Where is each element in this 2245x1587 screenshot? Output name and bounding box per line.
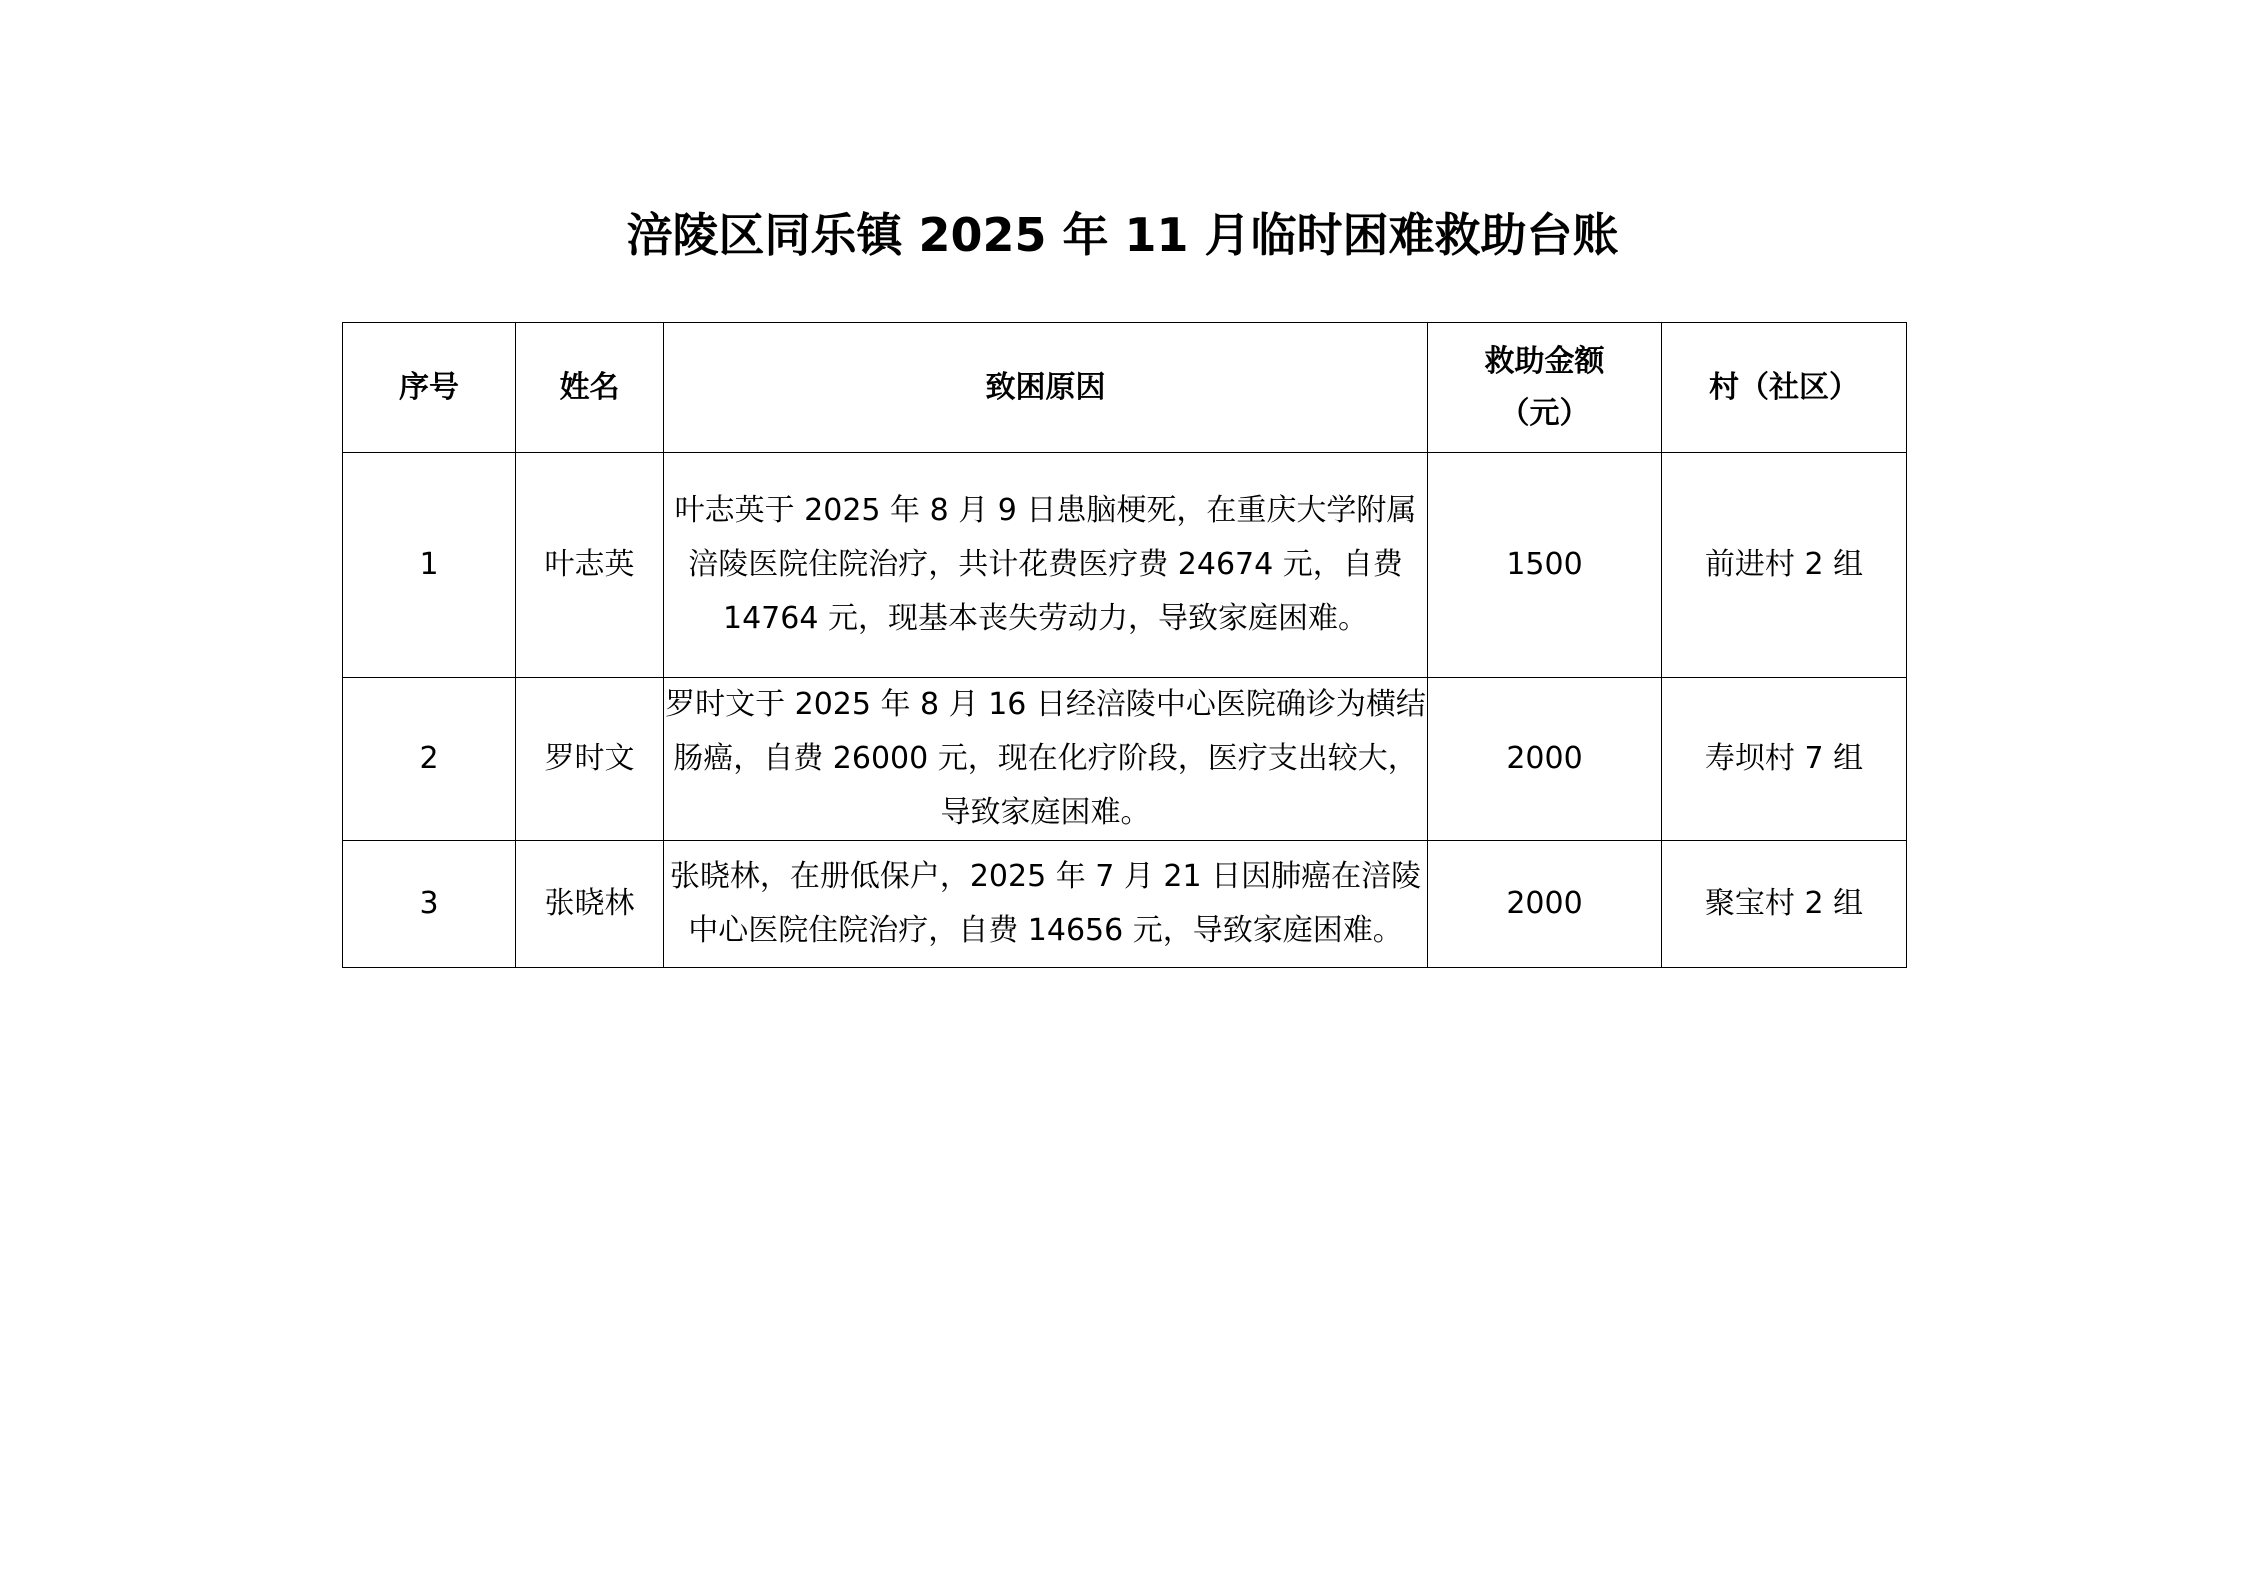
cell-name: 叶志英 [516, 453, 664, 678]
header-amount-unit: （元） [1499, 395, 1590, 431]
cell-village: 前进村 2 组 [1662, 453, 1907, 678]
page-title: 涪陵区同乐镇 2025 年 11 月临时困难救助台账 [626, 208, 1619, 262]
table-row [343, 678, 1907, 841]
cell-no: 2 [343, 678, 516, 841]
cell-amount: 2000 [1428, 841, 1662, 968]
cell-reason: 张晓林，在册低保户，2025 年 7 月 21 日因肺癌在涪陵中心医院住院治疗，自费 14656 元，导致家庭困难。 [664, 841, 1428, 968]
cell-amount: 2000 [1428, 678, 1662, 841]
cell-village: 寿坝村 7 组 [1662, 678, 1907, 841]
header-reason: 致困原因 [664, 323, 1428, 453]
cell-no: 1 [343, 453, 516, 678]
header-name: 姓名 [516, 323, 664, 453]
table-row [343, 453, 1907, 678]
cell-name: 罗时文 [516, 678, 664, 841]
table-header-row [343, 323, 1907, 453]
header-amount [1428, 323, 1662, 453]
cell-reason: 罗时文于 2025 年 8 月 16 日经涪陵中心医院确诊为横结肠癌，自费 26000 元，现在化疗阶段，医疗支出较大，导致家庭困难。 [664, 678, 1428, 841]
cell-reason: 叶志英于 2025 年 8 月 9 日患脑梗死，在重庆大学附属涪陵医院住院治疗，共计花费医疗费 24674 元，自费 14764 元，现基本丧失劳动力，导致家庭困难。 [664, 453, 1428, 678]
header-no: 序号 [343, 323, 516, 453]
table-row [343, 841, 1907, 968]
cell-no: 3 [343, 841, 516, 968]
header-amount-label: 救助金额 [1484, 343, 1605, 379]
relief-ledger-table [342, 322, 1907, 968]
cell-name: 张晓林 [516, 841, 664, 968]
cell-village: 聚宝村 2 组 [1662, 841, 1907, 968]
cell-amount: 1500 [1428, 453, 1662, 678]
header-village: 村（社区） [1662, 323, 1907, 453]
